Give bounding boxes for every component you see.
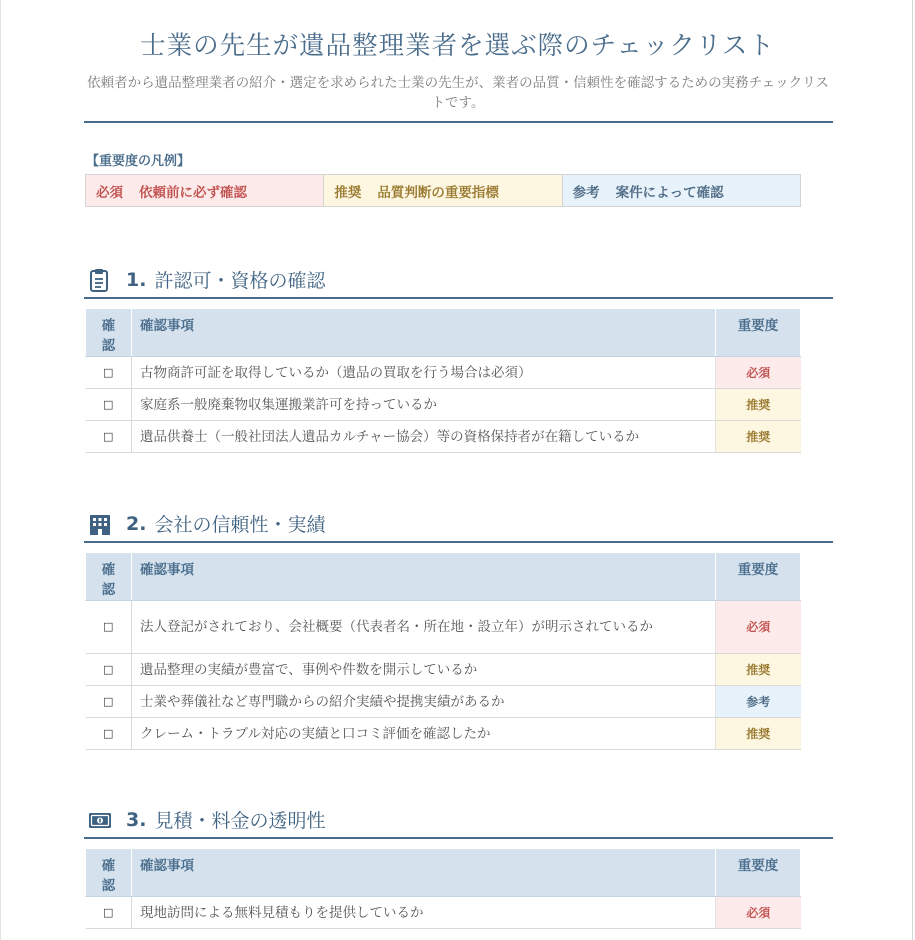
column-header-item: 確認事項 [132,553,716,601]
importance-badge: 推奨 [716,718,801,750]
legend-desc: 案件によって確認 [615,184,724,201]
row-text: 遺品整理の実績が豊富で、事例や件数を開示しているか [132,654,716,686]
page-title: 士業の先生が遺品整理業者を選ぶ際のチェックリスト [140,31,775,61]
legend-desc: 品質判断の重要指標 [377,184,499,201]
section-3-heading [88,806,325,833]
importance-badge: 参考 [716,686,801,718]
section-title: 許認可・資格の確認 [154,270,326,292]
column-header-check: 確認 [86,553,132,601]
section-1-table [85,308,801,453]
row-checkbox[interactable]: □ [86,601,132,654]
legend-title: 【重要度の凡例】 [86,154,191,169]
row-checkbox[interactable]: □ [86,421,132,453]
row-text: 遺品供養士（一般社団法人遺品カルチャー協会）等の資格保持者が在籍しているか [132,421,716,453]
column-header-importance: 重要度 [716,553,801,601]
column-header-item: 確認事項 [132,309,716,357]
section-title: 見積・料金の透明性 [154,810,326,832]
table-row [86,389,801,421]
table-row [86,421,801,453]
column-header-importance: 重要度 [716,849,801,897]
row-text: 家庭系一般廃棄物収集運搬業許可を持っているか [132,389,716,421]
importance-legend [85,174,801,207]
column-header-importance: 重要度 [716,309,801,357]
row-checkbox[interactable]: □ [86,357,132,389]
row-text: 現地訪問による無料見積もりを提供しているか [132,897,716,929]
table-row [86,601,801,654]
section-3-table [85,848,801,929]
row-checkbox[interactable]: □ [86,718,132,750]
importance-badge: 推奨 [716,421,801,453]
importance-badge: 必須 [716,357,801,389]
importance-badge: 推奨 [716,389,801,421]
table-header-row [86,309,801,357]
legend-tag: 推奨 [334,184,362,201]
column-header-check: 確認 [86,849,132,897]
section-2-table [85,552,801,750]
importance-badge: 推奨 [716,654,801,686]
page-subtitle: 依頼者から遺品整理業者の紹介・選定を求められた士業の先生が、業者の品質・信頼性を確認するための実務チェックリストです。 [87,75,829,111]
clipboard-icon [88,268,112,292]
row-checkbox[interactable]: □ [86,389,132,421]
table-row [86,357,801,389]
table-row [86,654,801,686]
office-building-icon [88,512,112,536]
section-number: 3. [126,808,147,831]
row-text: 法人登記がされており、会社概要（代表者名・所在地・設立年）が明示されているか [132,601,716,654]
row-checkbox[interactable]: □ [86,897,132,929]
section-title: 会社の信頼性・実績 [154,514,326,536]
table-row [86,897,801,929]
legend-tag: 参考 [572,184,600,201]
table-header-row [86,553,801,601]
column-header-check: 確認 [86,309,132,357]
header-divider [84,121,833,123]
table-header-row [86,849,801,897]
section-3-divider [84,837,833,839]
section-number: 1. [126,268,147,291]
legend-item-must [86,175,323,206]
section-1-divider [84,297,833,299]
section-2-heading [88,510,325,537]
legend-tag: 必須 [96,184,123,201]
row-text: 士業や葬儀社など専門職からの紹介実績や提携実績があるか [132,686,716,718]
section-2-divider [84,541,833,543]
row-text: クレーム・トラブル対応の実績と口コミ評価を確認したか [132,718,716,750]
row-checkbox[interactable]: □ [86,686,132,718]
section-1-heading [88,266,325,293]
row-text: 古物商許可証を取得しているか（遺品の買取を行う場合は必須） [132,357,716,389]
legend-desc: 依頼前に必ず確認 [139,184,247,201]
table-row [86,718,801,750]
legend-item-recommended [323,175,561,206]
column-header-item: 確認事項 [132,849,716,897]
currency-notes-icon [88,808,112,832]
row-checkbox[interactable]: □ [86,654,132,686]
importance-badge: 必須 [716,897,801,929]
section-number: 2. [126,512,147,535]
importance-badge: 必須 [716,601,801,654]
legend-item-reference [562,175,800,206]
table-row [86,686,801,718]
